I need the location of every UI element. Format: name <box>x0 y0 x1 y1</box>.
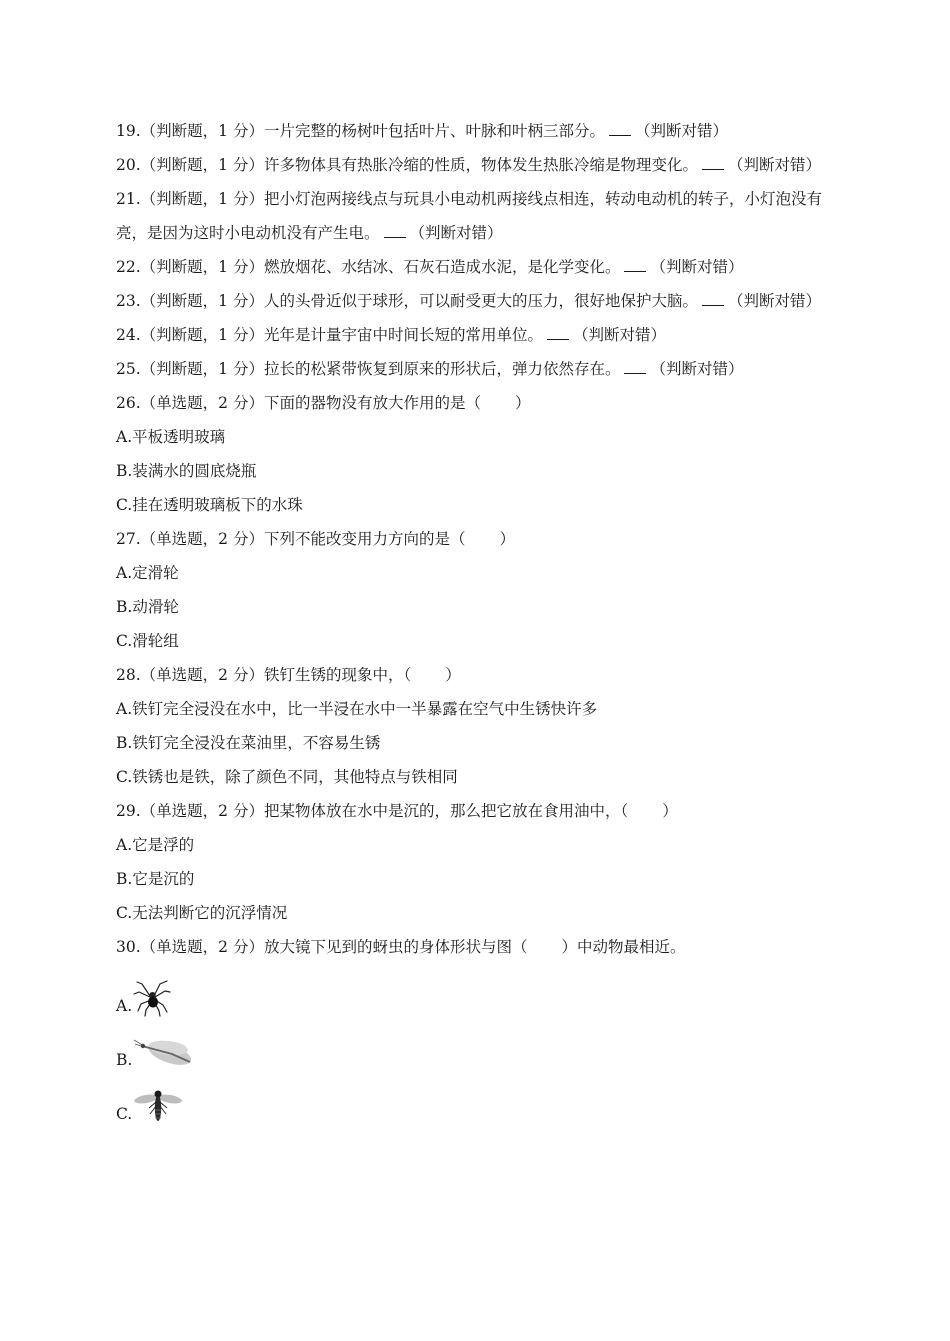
option-a[interactable] <box>116 964 832 1018</box>
option-c[interactable]: C.铁锈也是铁，除了颜色不同，其他特点与铁相同 <box>116 768 458 786</box>
question-suffix: ） <box>499 530 515 548</box>
question-28 <box>116 658 832 692</box>
option-c[interactable]: C.无法判断它的沉浮情况 <box>116 904 288 922</box>
answer-blank[interactable] <box>609 117 631 136</box>
question-text: 24.（判断题，1 分）光年是计量宇宙中时间长短的常用单位。 <box>116 326 543 344</box>
lacewing-icon <box>132 1032 196 1072</box>
question-text: 23.（判断题，1 分）人的头骨近似于球形，可以耐受更大的压力，很好地保护大脑。 <box>116 292 698 310</box>
answer-blank[interactable] <box>624 355 646 374</box>
question-suffix: ） <box>445 666 461 684</box>
question-text: 22.（判断题，1 分）燃放烟花、水结冰、石灰石造成水泥，是化学变化。 <box>116 258 621 276</box>
question-text: 28.（单选题，2 分）铁钉生锈的现象中，（ <box>116 666 412 684</box>
question-text: 26.（单选题，2 分）下面的器物没有放大作用的是（ <box>116 394 481 412</box>
question-30 <box>116 930 832 964</box>
answer-blank[interactable] <box>384 219 406 238</box>
question-text: 20.（判断题，1 分）许多物体具有热胀冷缩的性质，物体发生热胀冷缩是物理变化。 <box>116 156 698 174</box>
question-suffix: （判断对错） <box>409 224 503 242</box>
question-suffix: ） <box>514 394 531 412</box>
answer-blank[interactable] <box>547 321 569 340</box>
answer-blank[interactable] <box>624 253 646 272</box>
question-suffix: （判断对错） <box>727 156 821 174</box>
option-b[interactable]: B.它是沉的 <box>116 870 195 888</box>
option-a[interactable]: A.平板透明玻璃 <box>116 428 226 446</box>
option-c[interactable]: C.滑轮组 <box>116 632 179 650</box>
option-b[interactable]: B.铁钉完全浸没在菜油里，不容易生锈 <box>116 734 381 752</box>
spider-icon <box>132 978 172 1018</box>
question-text: 25.（判断题，1 分）拉长的松紧带恢复到原来的形状后，弹力依然存在。 <box>116 360 621 378</box>
question-29 <box>116 794 832 828</box>
answer-blank[interactable] <box>702 151 724 170</box>
option-b[interactable]: B.动滑轮 <box>116 598 179 616</box>
question-24 <box>116 318 832 352</box>
question-suffix: ） <box>662 802 678 820</box>
option-c[interactable] <box>116 1072 832 1126</box>
question-suffix: ）中动物最相近。 <box>561 938 686 956</box>
question-25 <box>116 352 832 386</box>
question-19 <box>116 114 832 148</box>
question-text: 21.（判断题，1 分）把小灯泡两接线点与玩具小电动机两接线点相连，转动电动机的转子，小灯泡没有亮，是因为这时小电动机没有产生电。 <box>116 190 822 242</box>
question-22 <box>116 250 832 284</box>
question-23 <box>116 284 832 318</box>
question-21 <box>116 182 832 250</box>
question-text: 29.（单选题，2 分）把某物体放在水中是沉的，那么把它放在食用油中，（ <box>116 802 629 820</box>
question-26 <box>116 386 832 420</box>
option-label: C. <box>116 1105 133 1123</box>
option-a[interactable]: A.定滑轮 <box>116 564 179 582</box>
question-list <box>116 114 832 1126</box>
question-suffix: （判断对错） <box>727 292 821 310</box>
question-text: 30.（单选题，2 分）放大镜下见到的蚜虫的身体形状与图（ <box>116 938 528 956</box>
question-suffix: （判断对错） <box>650 258 744 276</box>
option-label: A. <box>116 997 133 1015</box>
option-label: B. <box>116 1051 133 1069</box>
question-27 <box>116 522 832 556</box>
option-c[interactable]: C.挂在透明玻璃板下的水珠 <box>116 496 303 514</box>
question-text: 27.（单选题，2 分）下列不能改变用力方向的是（ <box>116 530 466 548</box>
question-text: 19.（判断题，1 分）一片完整的杨树叶包括叶片、叶脉和叶柄三部分。 <box>116 122 605 140</box>
question-20 <box>116 148 832 182</box>
option-a[interactable]: A.铁钉完全浸没在水中，比一半浸在水中一半暴露在空气中生锈快许多 <box>116 700 598 718</box>
question-suffix: （判断对错） <box>634 122 728 140</box>
question-suffix: （判断对错） <box>572 326 666 344</box>
option-a[interactable]: A.它是浮的 <box>116 836 195 854</box>
answer-blank[interactable] <box>702 287 724 306</box>
option-b[interactable]: B.装满水的圆底烧瓶 <box>116 462 257 480</box>
question-suffix: （判断对错） <box>650 360 744 378</box>
option-b[interactable] <box>116 1018 832 1072</box>
fly-icon <box>132 1086 184 1126</box>
